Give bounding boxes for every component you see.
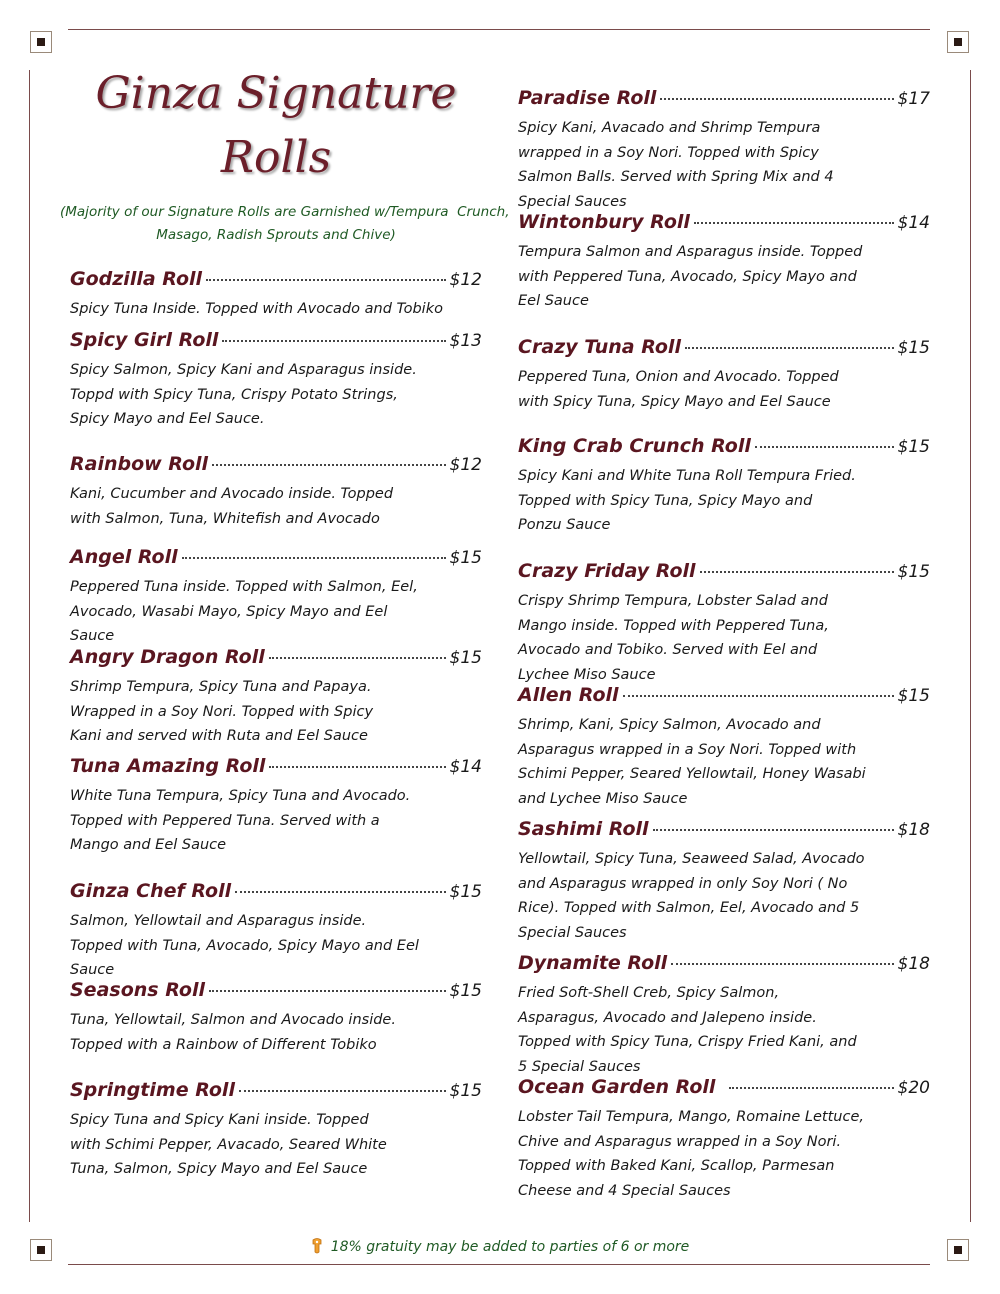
menu-item-angel-roll [70,546,482,649]
leader-dots [269,766,445,768]
item-description: Peppered Tuna inside. Topped with Salmon, Eel, Avocado, Wasabi Mayo, Spicy Mayo and Eel Sauce [70,579,418,645]
item-description: Spicy Salmon, Spicy Kani and Asparagus inside. Toppd with Spicy Tuna, Crispy Potato Strings, Spicy Mayo and Eel Sauce. [70,362,417,428]
leader-dots [206,279,446,281]
item-description: Spicy Kani and White Tuna Roll Tempura Fried. Topped with Spicy Tuna, Spicy Mayo and Ponzu Sauce [518,468,856,534]
item-name: Ocean Garden Roll [518,1076,716,1098]
item-price: $14 [897,213,930,233]
garnish-note-line-1: (Majority of our Signature Rolls are Garnished w/Tempura Crunch, [60,204,510,220]
item-description: White Tuna Tempura, Spicy Tuna and Avocado. Topped with Peppered Tuna. Served with a Mango and Eel Sauce [70,788,411,854]
item-name: Paradise Roll [518,87,657,109]
menu-item-crazy-friday-roll [518,560,930,688]
menu-item-godzilla-roll [70,268,482,322]
leader-dots [182,557,446,559]
item-name: King Crab Crunch Roll [518,435,751,457]
leader-dots [209,990,446,992]
item-description: Lobster Tail Tempura, Mango, Romaine Lettuce, Chive and Asparagus wrapped in a Soy Nori. Topped with Baked Kani, Scallop, Parmesan Cheese and 4 Special Sauces [518,1109,864,1200]
item-description: Kani, Cucumber and Avocado inside. Topped with Salmon, Tuna, Whitefish and Avocado [70,486,394,527]
leader-dots [235,891,445,893]
item-description: Fried Soft-Shell Creb, Spicy Salmon, Asparagus, Avocado and Jalepeno inside. Topped with Spicy Tuna, Crispy Fried Kani, and 5 Special Sauces [518,985,857,1076]
leader-dots [700,571,894,573]
frame-left-line [29,70,30,1222]
item-description: Tempura Salmon and Asparagus inside. Topped with Peppered Tuna, Avocado, Spicy Mayo and Eel Sauce [518,244,863,310]
item-price: $15 [449,1081,482,1101]
item-description: Peppered Tuna, Onion and Avocado. Topped with Spicy Tuna, Spicy Mayo and Eel Sauce [518,369,839,410]
leader-dots [222,340,445,342]
item-price: $15 [897,562,930,582]
item-name: Crazy Tuna Roll [518,336,681,358]
frame-right-line [970,70,971,1222]
item-price: $12 [449,270,482,290]
menu-item-ocean-garden-roll [518,1076,930,1204]
item-price: $12 [449,455,482,475]
menu-item-sashimi-roll [518,818,930,946]
menu-item-paradise-roll [518,87,930,215]
menu-item-tuna-amazing-roll [70,755,482,858]
garnish-note [60,201,510,247]
item-name: Allen Roll [518,684,619,706]
item-description: Spicy Tuna Inside. Topped with Avocado and Tobiko [70,301,443,317]
item-price: $15 [449,882,482,902]
menu-item-crazy-tuna-roll [518,336,930,414]
item-price: $14 [449,757,482,777]
garnish-note-line-2: Masago, Radish Sprouts and Chive) [156,227,396,243]
menu-item-spicy-girl-roll [70,329,482,432]
menu-item-ginza-chef-roll [70,880,482,983]
gratuity-note [0,1238,1000,1255]
item-description: Crispy Shrimp Tempura, Lobster Salad and Mango inside. Topped with Peppered Tuna, Avocado and Tobiko. Served with Eel and Lychee Miso Sauce [518,593,829,684]
item-price: $17 [897,89,930,109]
leader-dots [212,464,445,466]
item-description: Tuna, Yellowtail, Salmon and Avocado inside. Topped with a Rainbow of Different Tobiko [70,1012,396,1053]
leader-dots [269,657,446,659]
leader-dots [660,98,893,100]
item-description: Shrimp Tempura, Spicy Tuna and Papaya. Wrapped in a Soy Nori. Topped with Spicy Kani and served with Ruta and Eel Sauce [70,679,374,745]
item-description: Spicy Tuna and Spicy Kani inside. Topped with Schimi Pepper, Avacado, Seared White Tuna, Salmon, Spicy Mayo and Eel Sauce [70,1112,387,1178]
item-price: $15 [449,548,482,568]
leader-dots [729,1087,893,1089]
item-price: $15 [449,981,482,1001]
item-description: Spicy Kani, Avacado and Shrimp Tempura wrapped in a Soy Nori. Topped with Spicy Salmon Balls. Served with Spring Mix and 4 Special Sauces [518,120,834,211]
item-name: Sashimi Roll [518,818,649,840]
frame-bottom-line [68,1264,930,1265]
menu-item-wintonbury-roll [518,211,930,314]
leader-dots [239,1090,446,1092]
item-name: Tuna Amazing Roll [70,755,266,777]
item-price: $18 [897,954,930,974]
menu-item-king-crab-crunch-roll [518,435,930,538]
item-description: Shrimp, Kani, Spicy Salmon, Avocado and Asparagus wrapped in a Soy Nori. Topped with Schimi Pepper, Seared Yellowtail, Honey Wasabi and Lychee Miso Sauce [518,717,866,808]
menu-item-seasons-roll [70,979,482,1057]
item-name: Angel Roll [70,546,178,568]
corner-ornament-top-left [30,31,52,53]
chef-icon [311,1238,323,1254]
item-name: Godzilla Roll [70,268,203,290]
leader-dots [755,446,894,448]
item-price: $20 [897,1078,930,1098]
frame-top-line [68,29,930,30]
item-name: Seasons Roll [70,979,205,1001]
item-price: $15 [897,338,930,358]
item-name: Ginza Chef Roll [70,880,232,902]
menu-item-angry-dragon-roll [70,646,482,749]
item-name: Wintonbury Roll [518,211,690,233]
item-price: $15 [897,686,930,706]
leader-dots [671,963,893,965]
menu-item-rainbow-roll [70,453,482,531]
leader-dots [623,695,894,697]
title-line-1: Ginza Signature [95,68,457,119]
menu-item-dynamite-roll [518,952,930,1080]
item-description: Salmon, Yellowtail and Asparagus inside. Topped with Tuna, Avocado, Spicy Mayo and Eel Sauce [70,913,419,979]
item-name: Spicy Girl Roll [70,329,219,351]
title-line-2: Rolls [220,132,332,183]
item-price: $13 [449,331,482,351]
item-price: $15 [449,648,482,668]
item-name: Crazy Friday Roll [518,560,696,582]
gratuity-note-text: 18% gratuity may be added to parties of 6 or more [330,1239,690,1255]
item-name: Angry Dragon Roll [70,646,265,668]
item-name: Rainbow Roll [70,453,209,475]
menu-item-springtime-roll [70,1079,482,1182]
item-description: Yellowtail, Spicy Tuna, Seaweed Salad, Avocado and Asparagus wrapped in only Soy Nori ( No Rice). Topped with Salmon, Eel, Avocado and 5 Special Sauces [518,851,865,942]
item-name: Dynamite Roll [518,952,668,974]
item-price: $18 [897,820,930,840]
menu-item-allen-roll [518,684,930,812]
leader-dots [685,347,894,349]
corner-ornament-top-right [947,31,969,53]
leader-dots [694,222,894,224]
item-name: Springtime Roll [70,1079,235,1101]
leader-dots [653,829,894,831]
page-title [70,62,482,190]
item-price: $15 [897,437,930,457]
